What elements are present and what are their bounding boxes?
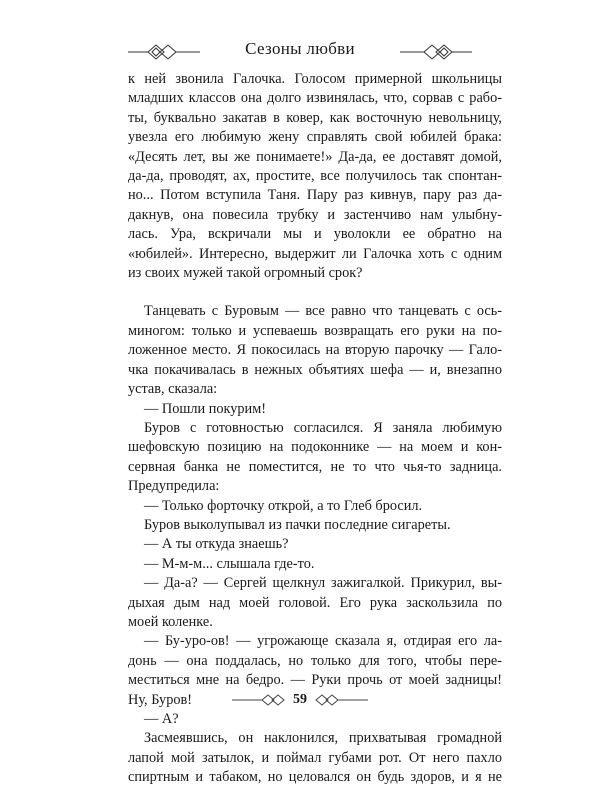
page-footer	[0, 686, 600, 716]
text-line: лась. Ура, вскричали мы и уволокли ее обратно на	[128, 226, 502, 243]
text-line: спиртным и табаком, но целовался он будь здоров, и я не	[128, 769, 502, 786]
text-line: моей коленке.	[128, 613, 213, 630]
text-line: Ну, Буров!	[128, 691, 193, 708]
text-line: миногом: только и успеваешь возвращать его руки на по-	[128, 322, 502, 339]
text-line: к ней звонила Галочка. Голосом примерной школьницы	[128, 71, 502, 87]
text-line: Танцевать с Буровым — все равно что танцевать с ось-	[144, 303, 502, 320]
book-title: Сезоны любви	[245, 39, 355, 58]
text-line: — М-м-м... слышала где-то.	[144, 555, 315, 572]
page-number: 59	[293, 692, 307, 707]
text-line: сервная банка не поместится, не то что чья-то задница.	[128, 458, 502, 475]
text-line: младших классов она долго извинялась, что, сорвав с рабо-	[128, 90, 502, 107]
text-line: Буров с готовностью согласился. Я заняла любимую	[144, 419, 502, 436]
text-line: — А?	[144, 711, 179, 727]
text-line: да-да, проводят, ах, простите, все получилось так спонтан-	[128, 168, 502, 185]
text-line: устав, сказала:	[128, 381, 218, 398]
text-line: шефовскую позицию на подоконнике — на моем и кон-	[128, 439, 502, 456]
text-line: лапой мой затылок, и поймал губами рот. От него пахло	[128, 749, 502, 766]
text-line: — Пошли покурим!	[144, 400, 267, 417]
text-line: дакнув, она повесила трубку и застенчиво нам улыбну-	[128, 206, 502, 223]
text-line: — Только форточку открой, а то Глеб бросил.	[144, 497, 423, 514]
text-line: меститься мне на бедро. — Руки прочь от моей задницы!	[128, 672, 502, 689]
text-line: Предупредила:	[128, 478, 220, 495]
text-line: чка покачивалась в нежных объятиях шефа — и, внезапно	[128, 361, 502, 378]
running-header	[0, 36, 600, 66]
text-line: — Да-а? — Сергей щелкнул зажигалкой. Прикурил, вы-	[144, 575, 502, 592]
text-line: — А ты откуда знаешь?	[144, 536, 289, 553]
text-line: Засмеявшись, он наклонился, прихватывая громадной	[144, 730, 502, 747]
text-line: Буров выколупывал из пачки последние сигареты.	[144, 516, 451, 533]
text-line: но... Потом вступила Таня. Пару раз кивнув, пару раз да-	[128, 187, 502, 204]
paragraph-gap	[128, 283, 502, 302]
text-line: «юбилей». Интересно, выдержит ли Галочка хоть с одним	[128, 245, 502, 262]
text-line: донь — она поддалась, но только для того, чтобы пере-	[128, 652, 502, 669]
text-line: — Бу-уро-ов! — угрожающе сказала я, отдирая его ла-	[144, 633, 502, 650]
text-line: «Десять лет, вы же понимаете!» Да-да, ее доставят домой,	[128, 148, 502, 165]
text-line: увезла его любимую жену справлять свой юбилей брака:	[128, 129, 502, 146]
page-body	[128, 70, 502, 788]
text-line: из своих мужей такой огромный срок?	[128, 265, 363, 282]
text-line: дыхая дым над моей головой. Его рука заскользила по	[128, 594, 502, 611]
text-line: ложенное место. Я покосилась на вторую парочку — Гало-	[128, 342, 502, 359]
text-line: ты, буквально закатав в ковер, как восточную невольницу,	[128, 109, 502, 126]
